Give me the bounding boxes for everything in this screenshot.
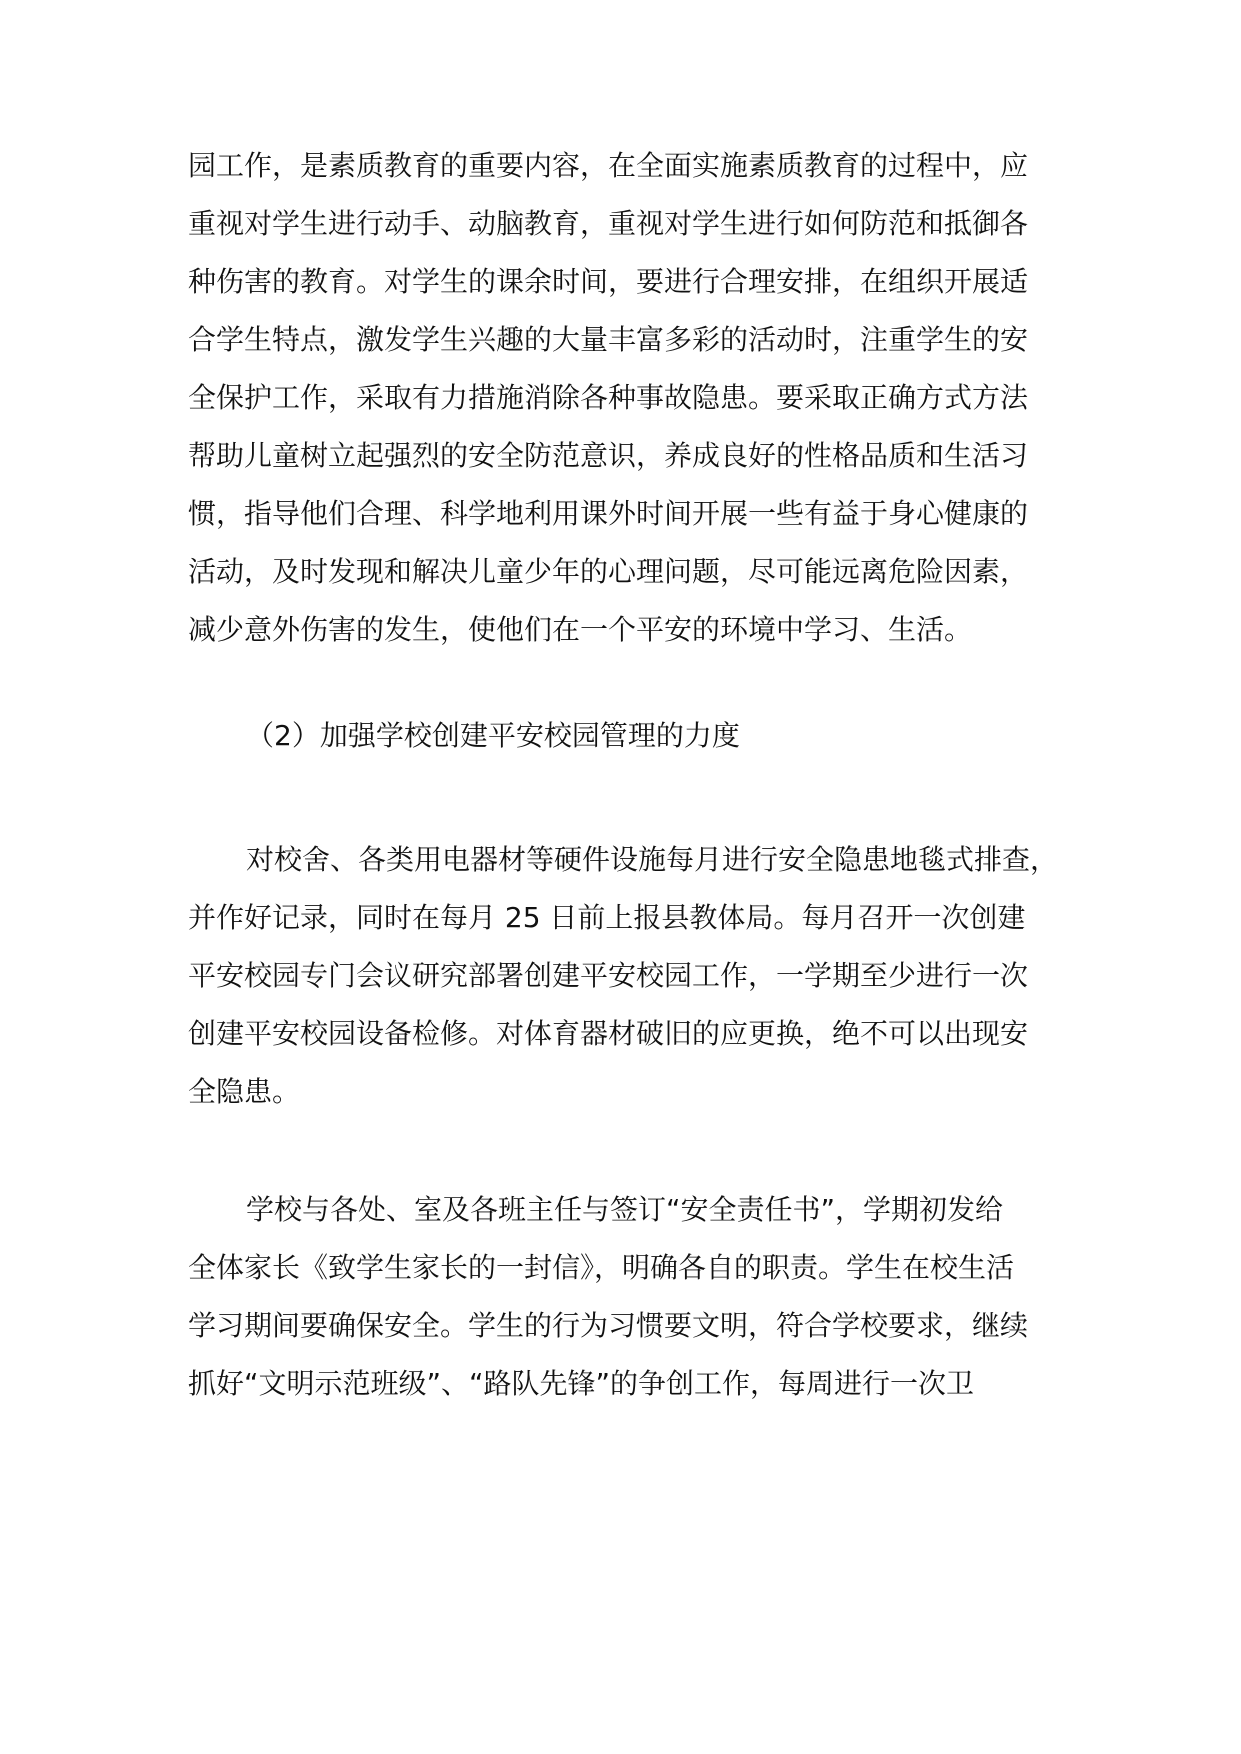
paragraph-1-line-3: 种伤害的教育。对学生的课余时间，要进行合理安排，在组织开展适 — [188, 265, 1029, 298]
paragraph-2-line-5: 全隐患。 — [188, 1075, 301, 1108]
section-heading: （2）加强学校创建平安校园管理的力度 — [246, 719, 740, 752]
paragraph-3-line-4: 抓好“文明示范班级”、“路队先锋”的争创工作，每周进行一次卫 — [188, 1367, 975, 1400]
paragraph-1-line-9: 减少意外伤害的发生，使他们在一个平安的环境中学习、生活。 — [188, 613, 973, 646]
paragraph-3-line-1: 学校与各处、室及各班主任与签订“安全责任书”，学期初发给 — [246, 1193, 1004, 1226]
paragraph-1-line-8: 活动，及时发现和解决儿童少年的心理问题，尽可能远离危险因素， — [188, 555, 1029, 588]
paragraph-1-line-4: 合学生特点，激发学生兴趣的大量丰富多彩的活动时，注重学生的安 — [188, 323, 1029, 356]
paragraph-1-line-6: 帮助儿童树立起强烈的安全防范意识，养成良好的性格品质和生活习 — [188, 439, 1029, 472]
paragraph-1-line-1: 园工作，是素质教育的重要内容，在全面实施素质教育的过程中，应 — [188, 149, 1029, 182]
paragraph-2-line-4: 创建平安校园设备检修。对体育器材破旧的应更换，绝不可以出现安 — [188, 1017, 1029, 1050]
paragraph-2-line-1: 对校舍、各类用电器材等硬件设施每月进行安全隐患地毯式排查， — [246, 843, 1059, 876]
paragraph-2-line-3: 平安校园专门会议研究部署创建平安校园工作，一学期至少进行一次 — [188, 959, 1029, 992]
paragraph-3-line-2: 全体家长《致学生家长的一封信》，明确各自的职责。学生在校生活 — [188, 1251, 1015, 1284]
paragraph-3-line-3: 学习期间要确保安全。学生的行为习惯要文明，符合学校要求，继续 — [188, 1309, 1029, 1342]
paragraph-1-line-7: 惯，指导他们合理、科学地利用课外时间开展一些有益于身心健康的 — [188, 497, 1029, 530]
paragraph-1-line-2: 重视对学生进行动手、动脑教育，重视对学生进行如何防范和抵御各 — [188, 207, 1029, 240]
paragraph-1-line-5: 全保护工作，采取有力措施消除各种事故隐患。要采取正确方式方法 — [188, 381, 1029, 414]
paragraph-2-line-2: 并作好记录，同时在每月 25 日前上报县教体局。每月召开一次创建 — [188, 901, 1026, 934]
